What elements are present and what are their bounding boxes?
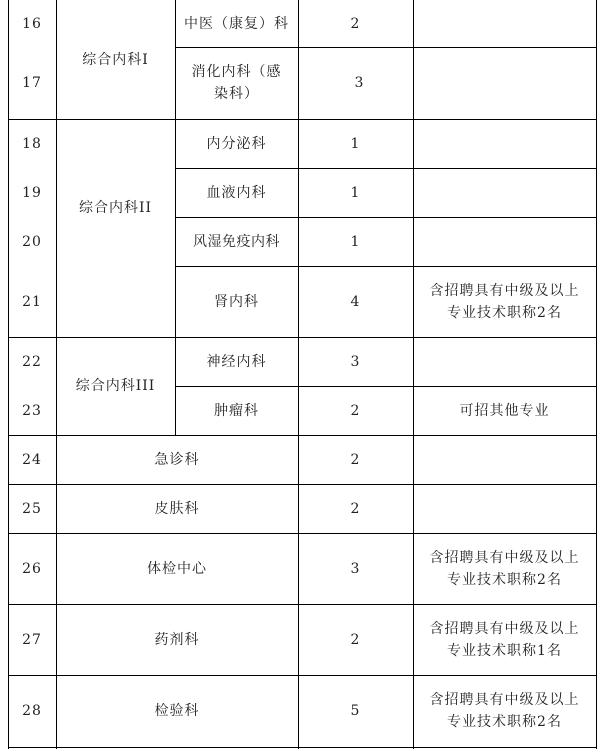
department-cell: 内分泌科 bbox=[206, 135, 267, 152]
note-cell: 含招聘具有中级及以上专业技术职称2名 bbox=[429, 282, 580, 321]
row-number: 26 bbox=[22, 560, 42, 577]
table-border-right bbox=[596, 0, 597, 749]
count-cell: 5 bbox=[350, 703, 361, 719]
department-cell: 药剂科 bbox=[154, 631, 200, 648]
department-cell: 急诊科 bbox=[154, 451, 200, 468]
count-cell: 1 bbox=[350, 135, 361, 152]
row-number: 18 bbox=[22, 135, 42, 152]
row-divider bbox=[8, 747, 597, 748]
note-cell bbox=[413, 484, 596, 533]
note-cell: 含招聘具有中级及以上专业技术职称2名 bbox=[429, 692, 580, 730]
row-number: 25 bbox=[22, 500, 42, 517]
group-cell: 综合内科III bbox=[75, 378, 156, 394]
department-cell: 肿瘤科 bbox=[214, 402, 259, 419]
count-cell: 2 bbox=[350, 500, 361, 517]
department-cell: 肾内科 bbox=[214, 293, 259, 310]
count-cell: 2 bbox=[350, 451, 361, 468]
group-cell: 综合内科II bbox=[78, 200, 153, 216]
department-cell: 风湿免疫内科 bbox=[193, 233, 280, 250]
note-cell bbox=[413, 435, 596, 484]
row-number: 17 bbox=[22, 75, 42, 91]
row-number: 20 bbox=[22, 233, 42, 250]
note-cell bbox=[413, 217, 596, 266]
group-cell: 综合内科I bbox=[82, 51, 149, 68]
count-cell: 3 bbox=[354, 75, 365, 91]
row-number: 16 bbox=[22, 15, 42, 32]
count-cell: 2 bbox=[350, 631, 361, 648]
count-cell: 1 bbox=[350, 233, 361, 250]
note-cell bbox=[413, 47, 596, 119]
note-cell bbox=[413, 0, 596, 47]
department-cell: 皮肤科 bbox=[154, 500, 200, 517]
department-cell: 血液内科 bbox=[206, 184, 267, 201]
note-cell: 含招聘具有中级及以上专业技术职称1名 bbox=[429, 620, 580, 659]
row-number: 19 bbox=[22, 184, 42, 201]
row-number: 28 bbox=[22, 703, 42, 719]
department-cell: 检验科 bbox=[154, 703, 200, 719]
count-cell: 4 bbox=[350, 293, 361, 310]
row-number: 22 bbox=[22, 353, 42, 370]
row-number: 23 bbox=[22, 402, 42, 419]
row-number: 24 bbox=[22, 451, 42, 468]
note-cell bbox=[413, 337, 596, 386]
row-number: 27 bbox=[22, 631, 42, 648]
department-cell: 中医（康复）科 bbox=[184, 15, 289, 32]
count-cell: 2 bbox=[350, 402, 361, 419]
note-cell: 含招聘具有中级及以上专业技术职称2名 bbox=[429, 549, 580, 588]
row-number: 21 bbox=[22, 293, 42, 310]
note-cell bbox=[413, 119, 596, 168]
note-cell bbox=[413, 168, 596, 217]
department-cell: 神经内科 bbox=[206, 353, 267, 370]
count-cell: 3 bbox=[350, 560, 361, 577]
count-cell: 3 bbox=[350, 353, 361, 370]
count-cell: 2 bbox=[350, 15, 361, 32]
note-cell: 可招其他专业 bbox=[459, 402, 550, 419]
department-cell: 消化内科（感染科） bbox=[191, 64, 282, 102]
count-cell: 1 bbox=[350, 184, 361, 201]
department-cell: 体检中心 bbox=[147, 560, 207, 577]
